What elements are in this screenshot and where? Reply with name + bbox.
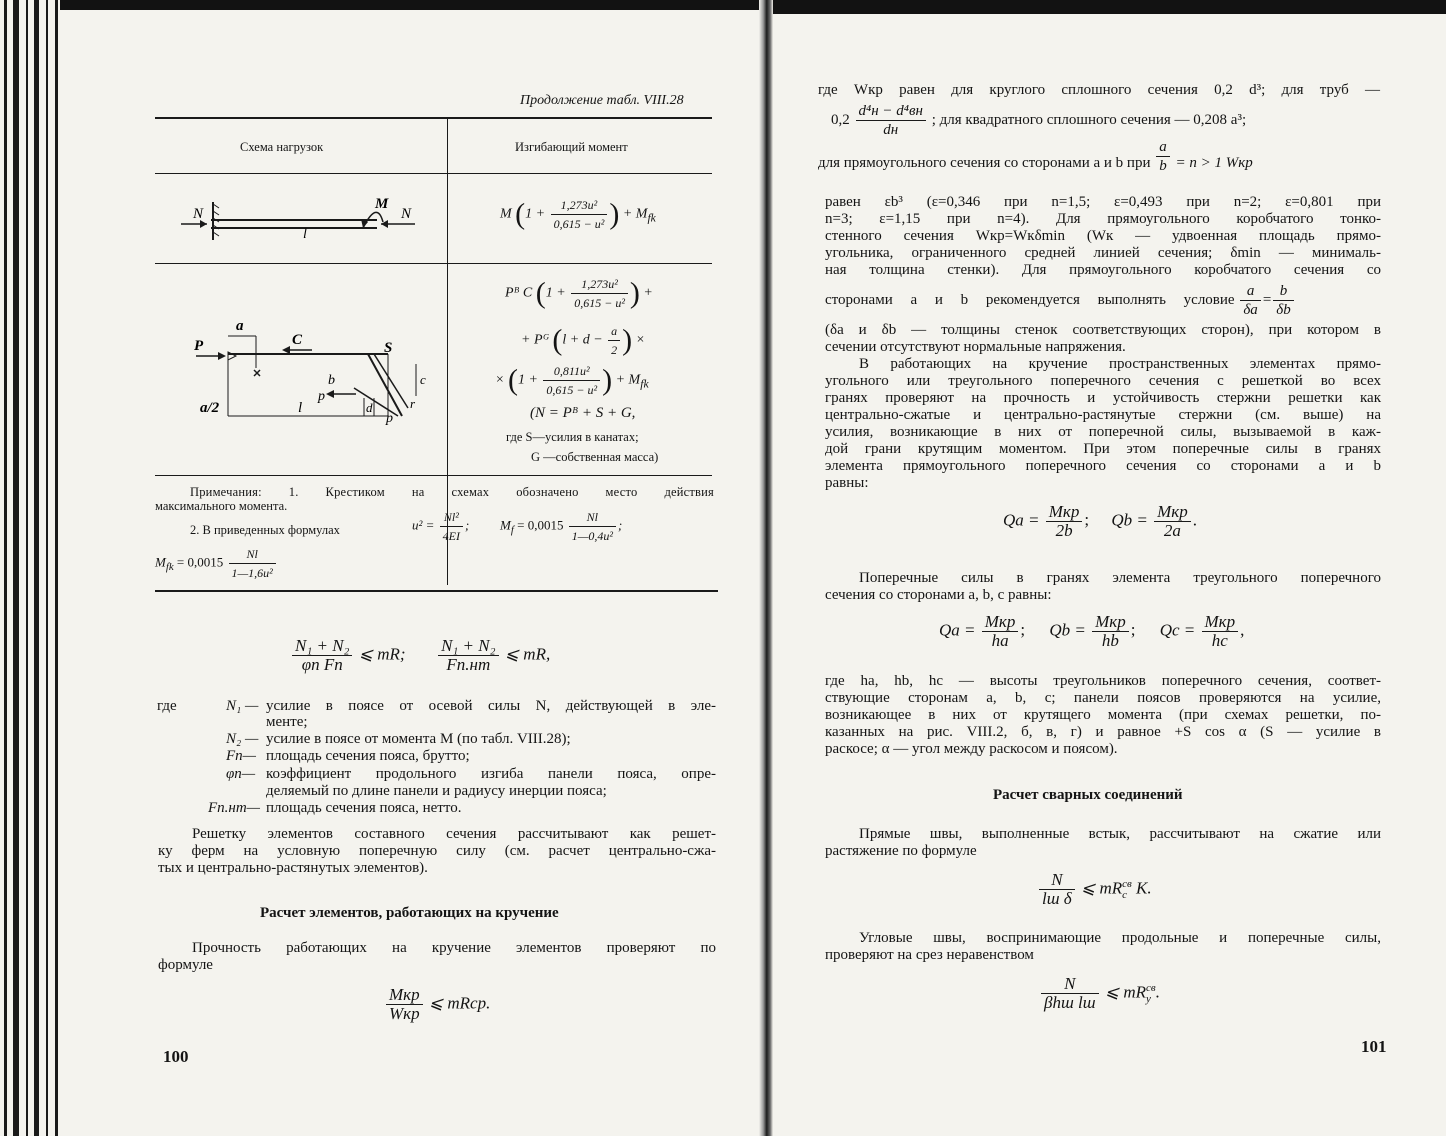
text-line: n=3; ε=1,15 при n=4). Для прямоугольного коробчатого тонко- xyxy=(825,211,1381,227)
denominator: 1—1,6u² xyxy=(231,566,273,580)
fraction xyxy=(1039,871,1075,908)
formula-term: . xyxy=(1192,510,1197,530)
text-span: для прямоугольного сечения со сторонами a и b при xyxy=(818,154,1151,171)
page-right xyxy=(773,0,1446,1136)
fraction xyxy=(1273,282,1293,319)
formula-term: = 0,0015 xyxy=(176,554,224,570)
formula-term: ⩽ mR; xyxy=(358,644,406,664)
denominator: hc xyxy=(1211,631,1228,650)
numerator: a xyxy=(608,322,620,341)
formula-term: ; xyxy=(1130,620,1136,640)
formula-term: Qa = xyxy=(939,620,976,640)
denominator: 0,615 − u² xyxy=(546,383,598,397)
denominator: βhш lш xyxy=(1044,993,1096,1012)
label-M: M xyxy=(375,196,389,212)
fraction xyxy=(856,102,926,139)
denominator: φп Fп xyxy=(301,655,343,674)
fraction xyxy=(440,508,463,545)
text-span: сторонами a и b рекомендуется выполнять условие xyxy=(825,291,1235,308)
numerator: a xyxy=(1156,138,1170,157)
formula-term: + M xyxy=(622,206,648,222)
label-N-left: N xyxy=(193,206,204,222)
def-symbol: N₁ — xyxy=(226,698,259,714)
numerator: Mкр xyxy=(1092,613,1129,632)
paragraph-line: Решетку элементов составного сечения рассчитывают как решет- xyxy=(192,826,716,842)
section-heading: Расчет элементов, работающих на кручение xyxy=(260,905,559,921)
subscript: f xyxy=(510,524,514,537)
fraction xyxy=(438,637,498,674)
numerator: d⁴н − d⁴вн xyxy=(856,102,926,121)
formula-term: + M xyxy=(615,372,641,388)
numerator: N xyxy=(1039,871,1075,890)
label-l: l xyxy=(303,227,307,242)
text-line: стенного сечения Wкр=Wкδmin (Wк — удвоенная площадь прямо- xyxy=(825,228,1381,244)
def-text: площадь сечения пояса, нетто. xyxy=(266,800,462,816)
table-top-rule xyxy=(155,117,712,119)
formula-term: 0,2 xyxy=(831,111,850,128)
formula-term: M xyxy=(155,554,166,570)
subscript: fk xyxy=(640,377,649,391)
formula-term: ⩽ mR xyxy=(1080,878,1123,898)
denominator: 2a xyxy=(1163,521,1181,540)
paragraph-line: формуле xyxy=(158,957,213,973)
text-line: гранях проверяют на прочность и устойчивость стержни решетки как xyxy=(825,390,1381,406)
text-line: дой грани крутящим моментом. При этом поперечные силы в гранях xyxy=(825,441,1381,457)
numerator: 0,811u² xyxy=(543,362,600,381)
def-symbol: N₂ — xyxy=(226,731,259,747)
label-d: d xyxy=(366,400,373,415)
table-bottom-rule xyxy=(155,590,718,592)
table-row-rule xyxy=(155,263,712,264)
text-line: В работающих на кручение пространственных элементах прямо- xyxy=(859,356,1381,372)
formula-term: Qb = xyxy=(1111,510,1148,530)
paragraph-line: тых и центрально-растянутых элементов). xyxy=(158,860,428,876)
note2-mf-formula xyxy=(500,508,622,545)
text-line: ная толщина стенки). Для прямоугольного коробчатого сечения со xyxy=(825,262,1381,278)
numerator: Mкр xyxy=(386,986,423,1005)
label-c: c xyxy=(420,372,426,387)
denominator: hb xyxy=(1101,631,1119,650)
text-line: ствующие сторонам a, b, c; панели поясов проверяются на усилие, xyxy=(825,690,1381,706)
fraction xyxy=(1046,503,1083,540)
note-2: 2. В приведенных формулах xyxy=(190,523,340,537)
numerator: 1,273u² xyxy=(571,275,628,294)
formula-term: = 0,0015 xyxy=(517,517,564,533)
formula-term: × xyxy=(495,372,505,388)
text-line: угольника, ограниченного средней линией сечения; δmin — минималь- xyxy=(825,245,1381,261)
fraction xyxy=(571,275,628,312)
text-line: растяжение по формуле xyxy=(825,843,977,859)
formula-term: ; xyxy=(617,517,623,533)
text-line: возникающее в них от крутящего момента (при схемах решетки, по- xyxy=(825,707,1381,723)
numerator: Nl xyxy=(229,545,276,564)
numerator: N xyxy=(1041,975,1099,994)
fraction xyxy=(386,986,423,1023)
formula-term: Qc = xyxy=(1159,620,1196,640)
formula-term: , xyxy=(1240,620,1245,640)
crane-diagram xyxy=(188,312,438,430)
numerator: N₁ + N₂ xyxy=(292,637,352,656)
paragraph-line: Прочность работающих на кручение элементов проверяют по xyxy=(192,940,716,956)
fraction xyxy=(229,545,276,582)
row2-formula-line3: × (1 + $\frac{\text{0,811u²}}{\text{0,615 − u²}}$ ) + $M_{fk}$ xyxy=(495,363,649,397)
text-span: = n > 1 Wкр xyxy=(1175,154,1253,171)
formula-term: ⩽ mR xyxy=(1104,982,1147,1002)
denominator: lш δ xyxy=(1042,889,1072,908)
formula-term: l + d − xyxy=(562,332,603,348)
def-text: коэффициент продольного изгиба панели пояса, опре- xyxy=(266,766,716,782)
fraction xyxy=(569,508,616,545)
def-symbol: Fп— xyxy=(226,748,256,764)
def-text: менте; xyxy=(266,714,308,730)
text-line: угольного или треугольного поперечного сечения с решеткой во всех xyxy=(825,373,1381,389)
denominator: Fп.нт xyxy=(446,655,491,674)
subscript: fk xyxy=(647,211,656,225)
row2-note-G: G —собственная масса) xyxy=(531,450,659,464)
fraction xyxy=(1240,282,1260,319)
note2-u-formula xyxy=(412,508,469,545)
label-a-half: a/2 xyxy=(200,400,220,416)
denominator: 1—0,4u² xyxy=(571,529,613,543)
formula-term: M xyxy=(500,206,512,222)
note-1: Примечания: 1. Крестиком на схемах обозначено место действия xyxy=(190,485,714,499)
text-line: казанных на рис. VIII.2, б, в, г) и равное +S cos α (S — усилие в xyxy=(825,724,1381,740)
table-caption: Продолжение табл. VIII.28 xyxy=(520,93,684,108)
denominator: 4EI xyxy=(442,529,460,543)
book-gutter xyxy=(759,0,773,1136)
fillet-weld-formula xyxy=(1039,975,1160,1012)
text-line: усилия, возникающие в них от поперечной силы, вызываемой в каж- xyxy=(825,424,1381,440)
formula-term: + xyxy=(643,285,653,301)
belt-formula xyxy=(290,637,550,674)
text-line: где ha, hb, hc — высоты треугольников поперечного сечения, соответ- xyxy=(825,673,1381,689)
label-C: C xyxy=(292,332,303,348)
formula-term: ; xyxy=(465,517,470,533)
page-number-right: 101 xyxy=(1361,1037,1387,1056)
text-line: сечения со сторонами a, b, c равны: xyxy=(825,587,1052,603)
page-number-left: 100 xyxy=(163,1047,189,1066)
butt-weld-formula xyxy=(1037,871,1152,908)
table-header-rule xyxy=(155,173,712,174)
row2-note-S: где S—усилия в канатах; xyxy=(506,430,639,444)
label-l: l xyxy=(298,400,303,416)
numerator: Mкр xyxy=(1154,503,1191,522)
fraction xyxy=(292,637,352,674)
def-symbol: Fп.нт— xyxy=(208,800,261,816)
denominator: δb xyxy=(1276,302,1291,318)
formula-term: ⩽ mR, xyxy=(504,644,551,664)
def-text: усилие в поясе от осевой силы N, действующей в эле- xyxy=(266,698,716,714)
tube-formula xyxy=(831,102,1246,139)
shear-formula-rect xyxy=(1003,503,1197,540)
label-S: S xyxy=(384,340,393,356)
note-1-cont: максимального момента. xyxy=(155,499,288,513)
fraction xyxy=(1041,975,1099,1012)
text-line: проверяют на срез неравенством xyxy=(825,947,1034,963)
label-p1: p xyxy=(318,389,325,404)
label-N-right: N xyxy=(401,206,412,222)
denominator: 0,615 − u² xyxy=(574,296,625,310)
text-line: равен εb³ (ε=0,346 при n=1,5; ε=0,493 при n=2; ε=0,801 при xyxy=(825,194,1381,210)
numerator: Mкр xyxy=(982,613,1019,632)
section-heading: Расчет сварных соединений xyxy=(993,787,1183,803)
superscript: св xyxy=(1146,981,1156,994)
col-header-moment: Изгибающий момент xyxy=(515,140,628,154)
shear-formula-tri xyxy=(939,613,1244,650)
text-line: равны: xyxy=(825,475,869,491)
denominator: δa xyxy=(1243,302,1258,318)
note2-mfk-formula xyxy=(155,545,278,582)
fraction xyxy=(1154,503,1191,540)
label-a: a xyxy=(236,318,244,334)
beam-diagram-1 xyxy=(175,188,430,246)
formula-term: ; xyxy=(1020,620,1026,640)
formula-term: ; для квадратного сплошного сечения — 0,208 a³; xyxy=(931,111,1247,128)
numerator: Mкр xyxy=(1046,503,1083,522)
denominator: ha xyxy=(991,631,1009,650)
text-line: Поперечные силы в гранях элемента треугольного поперечного xyxy=(859,570,1381,586)
torsion-formula xyxy=(384,986,490,1023)
fraction xyxy=(543,362,600,399)
formula-term: u² = xyxy=(412,517,435,533)
where-label: где xyxy=(157,698,177,714)
row1-formula: M (1 + $\frac{\text{1,273u²}}{\text{0,615 − u²}}$ ) + $M_{fk}$ xyxy=(500,197,656,231)
rect-section-line xyxy=(818,139,1253,175)
label-b: b xyxy=(328,373,335,388)
text-line: Угловые швы, воспринимающие продольные и поперечные силы, xyxy=(859,930,1381,946)
formula-term: × xyxy=(635,332,646,348)
subscript: у xyxy=(1146,992,1151,1005)
fraction xyxy=(551,196,608,233)
denominator: dн xyxy=(883,122,899,138)
formula-term: Pᴮ C xyxy=(505,285,533,301)
text-line: где Wкр равен для круглого сплошного сечения 0,2 d³; для труб — xyxy=(818,82,1380,98)
numerator: Nl xyxy=(569,508,616,527)
fraction xyxy=(1092,613,1129,650)
text-line: Прямые швы, выполненные встык, рассчитывают на сжатие или xyxy=(859,826,1381,842)
row2-formula-line1: Pᴮ C (1 + $\frac{\text{1,273u²}}{\text{0,615 − u²}}$ ) + xyxy=(505,276,653,310)
numerator: N₁ + N₂ xyxy=(438,637,498,656)
table-notes-rule xyxy=(155,475,712,476)
label-r: r xyxy=(410,396,416,411)
formula-term: K. xyxy=(1136,878,1152,898)
col-header-schema: Схема нагрузок xyxy=(240,140,324,154)
def-symbol: φп— xyxy=(226,766,256,782)
numerator: a xyxy=(1240,282,1260,301)
formula-term: Qb = xyxy=(1049,620,1086,640)
formula-term: ; xyxy=(1084,510,1090,530)
text-line: (δa и δb — толщины стенок соответствующих сторон), при котором в xyxy=(825,322,1381,338)
numerator: b xyxy=(1273,282,1293,301)
fraction xyxy=(1156,138,1170,175)
def-text: деляемый по длине панели и радиусу инерции пояса; xyxy=(266,783,607,799)
denominator: 2b xyxy=(1055,521,1073,540)
text-line: элемента прямоугольного поперечного сечения со сторонами a и b xyxy=(825,458,1381,474)
text-line: сечении отсутствуют нормальные напряжения. xyxy=(825,339,1126,355)
def-text: площадь сечения пояса, брутто; xyxy=(266,748,470,764)
fraction xyxy=(608,322,620,359)
numerator: 1,273u² xyxy=(551,196,608,215)
def-text: усилие в поясе от момента M (по табл. VIII.28); xyxy=(266,731,571,747)
superscript: св xyxy=(1122,877,1132,890)
numerator: Mкр xyxy=(1202,613,1239,632)
text-line: раскосе; α — угол между раскосом и поясом). xyxy=(825,741,1118,757)
paragraph-line: ку ферм на условную поперечную силу (см. расчет центрально-сжа- xyxy=(158,843,716,859)
text-line: центрально-сжатые и центрально-растянутые стержни (см. выше) на xyxy=(825,407,1381,423)
label-p2: p xyxy=(386,411,393,426)
fraction xyxy=(982,613,1019,650)
denominator: 0,615 − u² xyxy=(553,217,605,231)
label-P: P xyxy=(194,338,204,354)
denominator: b xyxy=(1159,158,1167,174)
formula-term: Qa = xyxy=(1003,510,1040,530)
denominator: Wкр xyxy=(389,1004,420,1023)
condition-line: сторонами a и b рекомендуется выполнять условие $\frac{a}{\delta a}$ = $\frac{b}{\delta b}$ xyxy=(825,282,1296,319)
formula-term: . xyxy=(1155,982,1160,1002)
formula-term: M xyxy=(500,517,511,533)
subscript: fk xyxy=(165,561,174,574)
formula-term: ⩽ mRср. xyxy=(428,993,491,1013)
row2-formula-line2: + Pᴳ (l + d − $\frac{a}{2}$ ) × xyxy=(521,323,646,357)
subscript: с xyxy=(1122,888,1128,901)
formula-term: + Pᴳ xyxy=(521,332,549,348)
numerator: Nl² xyxy=(440,508,463,527)
denominator: 2 xyxy=(611,343,618,357)
row2-formula-line4: (N = Pᴮ + S + G, xyxy=(530,405,636,421)
fraction xyxy=(1202,613,1239,650)
